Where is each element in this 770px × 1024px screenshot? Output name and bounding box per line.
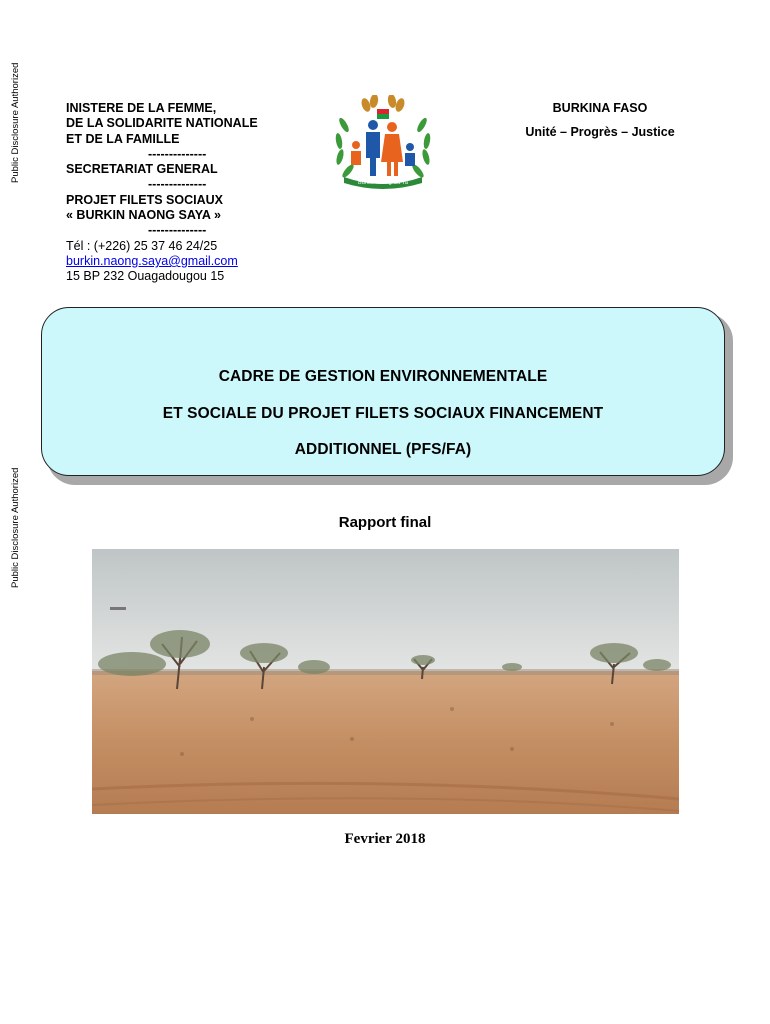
landscape-photo bbox=[92, 549, 679, 814]
email-link[interactable]: burkin.naong.saya@gmail.com bbox=[66, 253, 238, 268]
ministry-line-2: DE LA SOLIDARITE NATIONALE bbox=[66, 116, 258, 131]
country-header bbox=[500, 101, 700, 140]
phone-number: Tél : (+226) 25 37 46 24/25 bbox=[66, 238, 218, 253]
postal-address: 15 BP 232 Ouagadougou 15 bbox=[66, 269, 225, 284]
project-line-2: « BURKIN NAONG SAYA » bbox=[66, 208, 221, 223]
svg-text:Burkin-Naong-Sa Ya: Burkin-Naong-Sa Ya bbox=[358, 180, 408, 186]
ministry-line-1: INISTERE DE LA FEMME, bbox=[66, 101, 217, 115]
secretariat-label: SECRETARIAT GENERAL bbox=[66, 162, 218, 177]
country-name: BURKINA FASO bbox=[552, 101, 648, 115]
savanna-image bbox=[92, 549, 679, 814]
ministry-header bbox=[66, 101, 316, 285]
report-subtitle: Rapport final bbox=[338, 514, 432, 531]
project-logo-icon bbox=[330, 95, 436, 191]
title-box bbox=[41, 307, 725, 476]
separator: -------------- bbox=[148, 177, 207, 192]
title-line-3: ADDITIONNEL (PFS/FA) bbox=[294, 441, 472, 458]
report-date: Fevrier 2018 bbox=[344, 831, 426, 847]
title-line-1: CADRE DE GESTION ENVIRONNEMENTALE bbox=[218, 368, 548, 385]
project-line-1: PROJET FILETS SOCIAUX bbox=[66, 192, 223, 207]
title-line-2: ET SOCIALE DU PROJET FILETS SOCIAUX FINANCEMENT bbox=[162, 405, 604, 422]
separator: -------------- bbox=[148, 146, 207, 161]
ministry-line-3: ET DE LA FAMILLE bbox=[66, 131, 180, 146]
country-motto: Unité – Progrès – Justice bbox=[525, 125, 675, 139]
separator: -------------- bbox=[148, 223, 207, 238]
